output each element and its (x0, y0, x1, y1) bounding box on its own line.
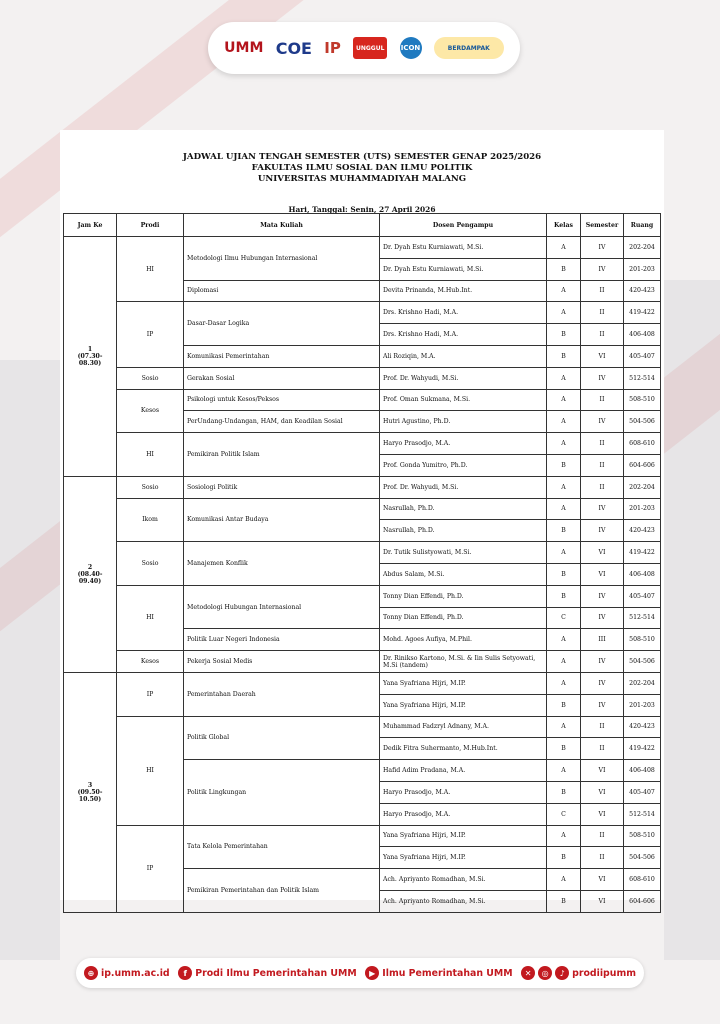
social-handles (521, 966, 636, 980)
semester-cell: IV (581, 520, 624, 542)
class-cell: A (547, 629, 581, 651)
class-cell: A (547, 237, 581, 259)
table-row (64, 651, 661, 673)
youtube-text: Ilmu Pemerintahan UMM (382, 967, 513, 979)
room-cell: 419-422 (624, 738, 661, 760)
room-cell: 512-514 (624, 607, 661, 629)
ip-logo: IP (324, 39, 341, 57)
prodi-cell: HI (117, 237, 184, 302)
facebook-link[interactable] (178, 966, 356, 980)
table-row (64, 389, 661, 411)
lecturer-cell: Dr. Rinikso Kartono, M.Si. & Iin Sulis Setyowati, M.Si (tandem) (380, 651, 547, 673)
prodi-cell: Kesos (117, 389, 184, 433)
class-cell: A (547, 542, 581, 564)
class-cell: B (547, 694, 581, 716)
semester-cell: VI (581, 803, 624, 825)
lecturer-cell: Devita Prinanda, M.Hub.Int. (380, 280, 547, 302)
jam-time: (09.50-10.50) (77, 788, 103, 803)
class-cell: C (547, 607, 581, 629)
document-title: JADWAL UJIAN TENGAH SEMESTER (UTS) SEMESTER GENAP 2025/2026 (182, 152, 542, 162)
semester-cell: II (581, 454, 624, 476)
class-cell: A (547, 367, 581, 389)
room-cell: 201-203 (624, 258, 661, 280)
lecturer-cell: Drs. Krishno Hadi, M.A. (380, 324, 547, 346)
column-header: Mata Kuliah (184, 214, 380, 237)
room-cell: 202-204 (624, 672, 661, 694)
course-cell: Diplomasi (184, 280, 380, 302)
facebook-icon: f (178, 966, 192, 980)
room-cell: 508-510 (624, 389, 661, 411)
class-cell: A (547, 760, 581, 782)
semester-cell: VI (581, 781, 624, 803)
course-cell: Komunikasi Pemerintahan (184, 345, 380, 367)
course-cell: Tata Kelola Pemerintahan (184, 825, 380, 869)
class-cell: B (547, 520, 581, 542)
course-cell: Dasar-Dasar Logika (184, 302, 380, 346)
prodi-cell: HI (117, 433, 184, 477)
semester-cell: II (581, 280, 624, 302)
background-building (0, 360, 60, 960)
room-cell: 406-408 (624, 760, 661, 782)
lecturer-cell: Yana Syafriana Hijri, M.IP. (380, 672, 547, 694)
globe-icon: ⊕ (84, 966, 98, 980)
course-cell: Politik Global (184, 716, 380, 760)
room-cell: 608-610 (624, 869, 661, 891)
course-cell: Pekerja Sosial Medis (184, 651, 380, 673)
class-cell: A (547, 389, 581, 411)
header-logo-bar (208, 22, 520, 74)
room-cell: 405-407 (624, 585, 661, 607)
class-cell: A (547, 280, 581, 302)
footer-contact-bar (76, 958, 644, 988)
course-cell: Komunikasi Antar Budaya (184, 498, 380, 542)
room-cell: 512-514 (624, 367, 661, 389)
lecturer-cell: Ach. Apriyanto Romadhan, M.Si. (380, 890, 547, 912)
column-header: Ruang (624, 214, 661, 237)
room-cell: 202-204 (624, 237, 661, 259)
class-cell: A (547, 651, 581, 673)
jam-number: 2 (87, 563, 93, 571)
room-cell: 420-423 (624, 716, 661, 738)
column-header: Kelas (547, 214, 581, 237)
semester-cell: II (581, 825, 624, 847)
youtube-icon: ▶ (365, 966, 379, 980)
class-cell: B (547, 345, 581, 367)
class-cell: B (547, 781, 581, 803)
schedule-table-body (64, 237, 661, 913)
prodi-cell: IP (117, 302, 184, 367)
table-header-row (64, 214, 661, 237)
semester-cell: VI (581, 563, 624, 585)
class-cell: B (547, 890, 581, 912)
room-cell: 420-423 (624, 520, 661, 542)
table-row (64, 825, 661, 847)
course-cell: Gerakan Sosial (184, 367, 380, 389)
prodi-cell: Sosio (117, 542, 184, 586)
semester-cell: IV (581, 237, 624, 259)
youtube-link[interactable] (365, 966, 512, 980)
semester-cell: II (581, 847, 624, 869)
table-row (64, 672, 661, 694)
class-cell: A (547, 302, 581, 324)
lecturer-cell: Muhammad Fadzryl Adnany, M.A. (380, 716, 547, 738)
room-cell: 406-408 (624, 563, 661, 585)
instagram-icon[interactable]: ◎ (538, 966, 552, 980)
prodi-cell: IP (117, 672, 184, 716)
social-handle-text: prodiipumm (572, 967, 636, 979)
room-cell: 604-606 (624, 454, 661, 476)
lecturer-cell: Prof. Gonda Yumitro, Ph.D. (380, 454, 547, 476)
table-row (64, 476, 661, 498)
class-cell: B (547, 324, 581, 346)
round-emblem-logo: ICON (400, 37, 422, 59)
column-header: Dosen Pengampu (380, 214, 547, 237)
lecturer-cell: Prof. Dr. Wahyudi, M.Si. (380, 367, 547, 389)
table-row (64, 433, 661, 455)
semester-cell: II (581, 738, 624, 760)
lecturer-cell: Haryo Prasodjo, M.A. (380, 803, 547, 825)
class-cell: A (547, 411, 581, 433)
semester-cell: VI (581, 890, 624, 912)
class-cell: A (547, 476, 581, 498)
lecturer-cell: Prof. Dr. Wahyudi, M.Si. (380, 476, 547, 498)
lecturer-cell: Dr. Dyah Estu Kurniawati, M.Si. (380, 237, 547, 259)
semester-cell: II (581, 433, 624, 455)
lecturer-cell: Tonny Dian Effendi, Ph.D. (380, 585, 547, 607)
class-cell: B (547, 738, 581, 760)
column-header: Semester (581, 214, 624, 237)
course-cell: Pemikiran Politik Islam (184, 433, 380, 477)
room-cell: 604-606 (624, 890, 661, 912)
umm-logo: UMM (224, 40, 264, 56)
lecturer-cell: Mohd. Agoes Aufiya, M.Phil. (380, 629, 547, 651)
faculty-name: FAKULTAS ILMU SOSIAL DAN ILMU POLITIK (251, 163, 473, 173)
table-row (64, 498, 661, 520)
semester-cell: IV (581, 367, 624, 389)
lecturer-cell: Tonny Dian Effendi, Ph.D. (380, 607, 547, 629)
class-cell: B (547, 258, 581, 280)
jam-ke-cell (64, 476, 117, 672)
class-cell: B (547, 847, 581, 869)
lecturer-cell: Prof. Oman Sukmana, M.Si. (380, 389, 547, 411)
lecturer-cell: Ali Roziqin, M.A. (380, 345, 547, 367)
semester-cell: II (581, 324, 624, 346)
prodi-cell: IP (117, 825, 184, 912)
table-row (64, 716, 661, 738)
background-building (664, 280, 720, 960)
lecturer-cell: Dedik Fitra Suhermanto, M.Hub.Int. (380, 738, 547, 760)
course-cell: Pemerintahan Daerah (184, 672, 380, 716)
room-cell: 405-407 (624, 345, 661, 367)
semester-cell: IV (581, 498, 624, 520)
table-row (64, 585, 661, 607)
table-row (64, 542, 661, 564)
class-cell: A (547, 498, 581, 520)
room-cell: 202-204 (624, 476, 661, 498)
class-cell: A (547, 433, 581, 455)
room-cell: 201-203 (624, 498, 661, 520)
room-cell: 504-506 (624, 411, 661, 433)
lecturer-cell: Hutri Agustino, Ph.D. (380, 411, 547, 433)
course-cell: Psikologi untuk Kesos/Peksos (184, 389, 380, 411)
room-cell: 419-422 (624, 302, 661, 324)
semester-cell: IV (581, 651, 624, 673)
room-cell: 405-407 (624, 781, 661, 803)
x-icon[interactable]: ✕ (521, 966, 535, 980)
room-cell: 420-423 (624, 280, 661, 302)
lecturer-cell: Yana Syafriana Hijri, M.IP. (380, 825, 547, 847)
class-cell: B (547, 585, 581, 607)
course-cell: Sosiologi Politik (184, 476, 380, 498)
room-cell: 508-510 (624, 825, 661, 847)
lecturer-cell: Nasrullah, Ph.D. (380, 520, 547, 542)
room-cell: 406-408 (624, 324, 661, 346)
lecturer-cell: Yana Syafriana Hijri, M.IP. (380, 847, 547, 869)
semester-cell: III (581, 629, 624, 651)
lecturer-cell: Dr. Tutik Sulistyowati, M.Si. (380, 542, 547, 564)
schedule-document (60, 130, 664, 905)
room-cell: 504-506 (624, 651, 661, 673)
jam-number: 1 (87, 345, 93, 353)
room-cell: 419-422 (624, 542, 661, 564)
lecturer-cell: Dr. Dyah Estu Kurniawati, M.Si. (380, 258, 547, 280)
course-cell: Metodologi Hubungan Internasional (184, 585, 380, 629)
lecturer-cell: Abdus Salam, M.Si. (380, 563, 547, 585)
lecturer-cell: Ach. Apriyanto Romadhan, M.Si. (380, 869, 547, 891)
prodi-cell: Kesos (117, 651, 184, 673)
class-cell: A (547, 716, 581, 738)
course-cell: PerUndang-Undangan, HAM, dan Keadilan Sosial (184, 411, 380, 433)
room-cell: 201-203 (624, 694, 661, 716)
lecturer-cell: Yana Syafriana Hijri, M.IP. (380, 694, 547, 716)
jam-time: (08.40-09.40) (77, 570, 103, 585)
lecturer-cell: Drs. Krishno Hadi, M.A. (380, 302, 547, 324)
class-cell: A (547, 869, 581, 891)
course-cell: Metodologi Ilmu Hubungan Internasional (184, 237, 380, 281)
course-cell: Pemikiran Pemerintahan dan Politik Islam (184, 869, 380, 913)
semester-cell: VI (581, 760, 624, 782)
website-text: ip.umm.ac.id (101, 967, 170, 979)
jam-ke-cell (64, 672, 117, 912)
prodi-cell: Ikom (117, 498, 184, 542)
semester-cell: VI (581, 542, 624, 564)
course-cell: Politik Lingkungan (184, 760, 380, 825)
prodi-cell: HI (117, 585, 184, 650)
website-link[interactable] (84, 966, 170, 980)
room-cell: 608-610 (624, 433, 661, 455)
unggul-badge-logo: UNGGUL (353, 37, 387, 59)
prodi-cell: HI (117, 716, 184, 825)
column-header: Prodi (117, 214, 184, 237)
coe-logo: COE (275, 38, 312, 58)
class-cell: B (547, 563, 581, 585)
prodi-cell: Sosio (117, 476, 184, 498)
table-row (64, 237, 661, 259)
room-cell: 504-506 (624, 847, 661, 869)
semester-cell: II (581, 716, 624, 738)
semester-cell: IV (581, 607, 624, 629)
course-cell: Manajemen Konflik (184, 542, 380, 586)
column-header: Jam Ke (64, 214, 117, 237)
semester-cell: IV (581, 694, 624, 716)
table-row (64, 367, 661, 389)
class-cell: A (547, 825, 581, 847)
prodi-cell: Sosio (117, 367, 184, 389)
semester-cell: VI (581, 345, 624, 367)
tiktok-icon[interactable]: ♪ (555, 966, 569, 980)
room-cell: 512-514 (624, 803, 661, 825)
university-name: UNIVERSITAS MUHAMMADIYAH MALANG (257, 174, 467, 184)
semester-cell: IV (581, 585, 624, 607)
course-cell: Politik Luar Negeri Indonesia (184, 629, 380, 651)
class-cell: B (547, 454, 581, 476)
class-cell: A (547, 672, 581, 694)
jam-time: (07.30-08.30) (77, 352, 103, 367)
room-cell: 508-510 (624, 629, 661, 651)
lecturer-cell: Hafid Adim Pradana, M.A. (380, 760, 547, 782)
semester-cell: II (581, 476, 624, 498)
semester-cell: IV (581, 258, 624, 280)
semester-cell: IV (581, 411, 624, 433)
semester-cell: VI (581, 869, 624, 891)
lecturer-cell: Nasrullah, Ph.D. (380, 498, 547, 520)
facebook-text: Prodi Ilmu Pemerintahan UMM (195, 967, 357, 979)
class-cell: C (547, 803, 581, 825)
exam-date: Hari, Tanggal: Senin, 27 April 2026 (288, 205, 436, 214)
lecturer-cell: Haryo Prasodjo, M.A. (380, 433, 547, 455)
semester-cell: IV (581, 672, 624, 694)
semester-cell: II (581, 302, 624, 324)
table-row (64, 302, 661, 324)
lecturer-cell: Haryo Prasodjo, M.A. (380, 781, 547, 803)
berdampak-logo: BERDAMPAK (434, 37, 504, 59)
schedule-table (63, 213, 661, 913)
jam-number: 3 (87, 781, 93, 789)
semester-cell: II (581, 389, 624, 411)
jam-ke-cell (64, 237, 117, 477)
